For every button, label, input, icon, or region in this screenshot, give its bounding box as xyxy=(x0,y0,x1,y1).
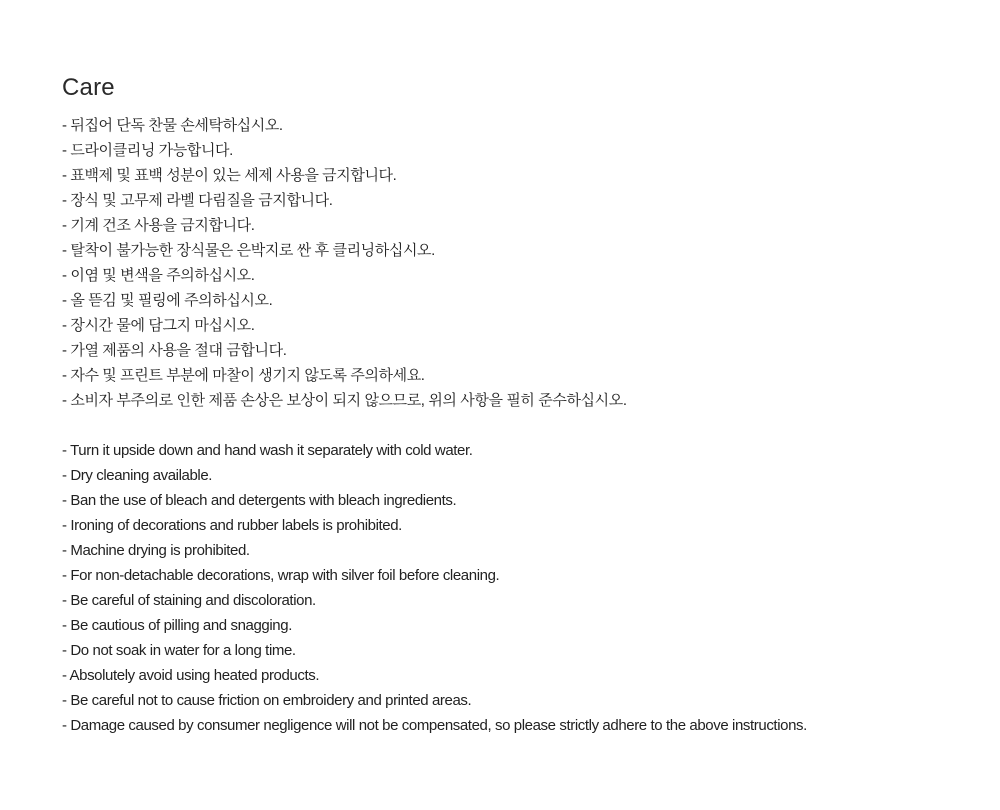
care-section xyxy=(62,72,962,738)
care-instruction-ko-item: - 드라이클리닝 가능합니다. xyxy=(62,142,233,159)
care-instruction-ko-item: - 자수 및 프린트 부분에 마찰이 생기지 않도록 주의하세요. xyxy=(62,367,425,384)
care-instruction-en-item: - For non-detachable decorations, wrap with silver foil before cleaning. xyxy=(62,567,500,584)
care-instruction-ko-item: - 기계 건조 사용을 금지합니다. xyxy=(62,217,255,234)
care-instruction-en-item: - Turn it upside down and hand wash it separately with cold water. xyxy=(62,442,473,459)
care-instruction-ko-item: - 표백제 및 표백 성분이 있는 세제 사용을 금지합니다. xyxy=(62,167,397,184)
care-instruction-en-item: - Ironing of decorations and rubber labels is prohibited. xyxy=(62,517,402,534)
care-instructions-korean xyxy=(62,113,962,413)
care-instruction-ko-item: - 탈착이 불가능한 장식물은 은박지로 싼 후 클리닝하십시오. xyxy=(62,242,435,259)
care-instruction-ko-item: - 장시간 물에 담그지 마십시오. xyxy=(62,317,255,334)
care-instruction-en-item: - Be cautious of pilling and snagging. xyxy=(62,617,292,634)
care-title: Care xyxy=(62,74,115,101)
care-instruction-en-item: - Dry cleaning available. xyxy=(62,467,213,484)
care-instructions-english xyxy=(62,438,962,738)
care-instruction-ko-item: - 이염 및 변색을 주의하십시오. xyxy=(62,267,255,284)
care-instruction-ko-item: - 뒤집어 단독 찬물 손세탁하십시오. xyxy=(62,117,283,134)
care-instruction-ko-item: - 올 뜯김 및 필링에 주의하십시오. xyxy=(62,292,273,309)
care-instruction-en-item: - Be careful of staining and discoloration. xyxy=(62,592,316,609)
care-instruction-ko-item: - 장식 및 고무제 라벨 다림질을 금지합니다. xyxy=(62,192,333,209)
care-instruction-en-item: - Do not soak in water for a long time. xyxy=(62,642,296,659)
care-instruction-en-item: - Damage caused by consumer negligence will not be compensated, so please strictly adhere to the above instructions. xyxy=(62,717,807,734)
care-instruction-en-item: - Machine drying is prohibited. xyxy=(62,542,250,559)
care-instruction-ko-item: - 가열 제품의 사용을 절대 금합니다. xyxy=(62,342,287,359)
care-instruction-ko-item: - 소비자 부주의로 인한 제품 손상은 보상이 되지 않으므로, 위의 사항을 필히 준수하십시오. xyxy=(62,392,627,409)
care-instruction-en-item: - Absolutely avoid using heated products. xyxy=(62,667,320,684)
care-instruction-en-item: - Ban the use of bleach and detergents with bleach ingredients. xyxy=(62,492,457,509)
care-instruction-en-item: - Be careful not to cause friction on embroidery and printed areas. xyxy=(62,692,472,709)
